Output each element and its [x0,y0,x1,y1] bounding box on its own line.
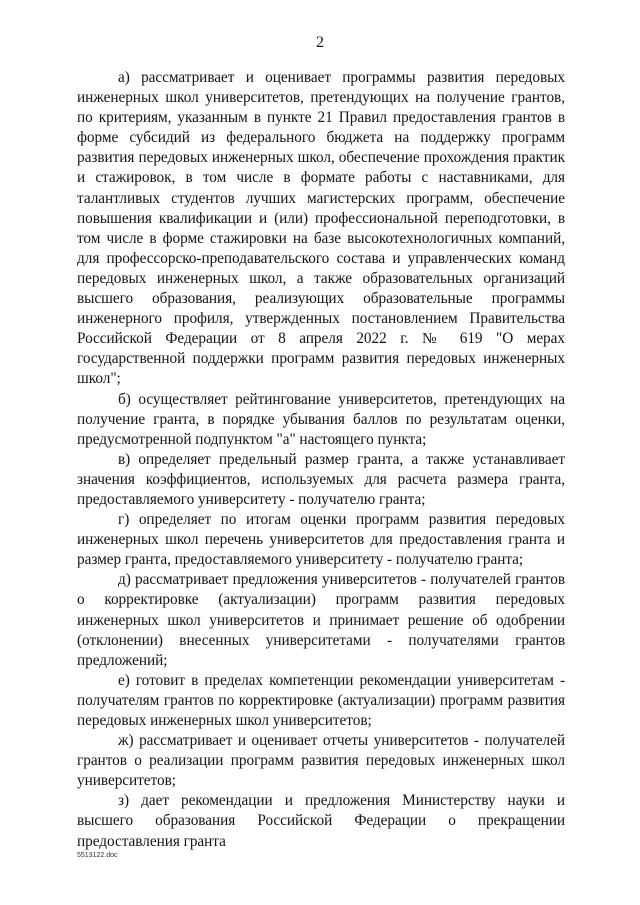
paragraph-g: г) определяет по итогам оценки программ развития передовых инженерных школ перечень университетов для предоставления гранта и размер гранта, предоставляемого университету - получателю гранта; [77,511,565,569]
paragraph-z: з) дает рекомендации и предложения Министерству науки и высшего образования Российской Федерации о прекращении предоставления гранта [77,792,565,850]
paragraph-zh: ж) рассматривает и оценивает отчеты университетов - получателей грантов о реализации программ развития передовых инженерных школ университетов; [77,732,565,790]
paragraph-a: а) рассматривает и оценивает программы развития передовых инженерных школ университетов, претендующих на получение грантов, по критериям, указанным в пункте 21 Правил предоставления грантов в форме субсидий из федерального бюджета на поддержку программ развития передовых инженерных школ, обеспечение прохождения практик и стажировок, в том числе в формате работы с наставниками, для талантливых студентов лучших магистерских программ, обеспечение повышения квалификации и (или) профессиональной переподготовки, в том числе в форме стажировки на базе высокотехнологичных компаний, для профессорско-преподавательского состава и управленческих команд передовых инженерных школ, а также образовательных организаций высшего образования, реализующих образовательные программы инженерного профиля, утвержденных постановлением Правительства Российской Федерации от 8 апреля 2022 г. № 619 "О мерах государственной поддержки программ развития передовых инженерных школ"; [77,69,565,388]
paragraph-d: д) рассматривает предложения университетов - получателей грантов о корректировке (актуализации) программ развития передовых инженерных школ университетов и принимает решение об одобрении (отклонении) внесенных университетами - получателями грантов предложений; [77,571,565,669]
paragraph-v: в) определяет предельный размер гранта, а также устанавливает значения коэффициентов, используемых для расчета размера гранта, предоставляемого университету - получателю гранта; [77,450,565,508]
page-number: 2 [316,34,324,51]
paragraph-b: б) осуществляет рейтингование университетов, претендующих на получение гранта, в порядке убывания баллов по результатам оценки, предусмотренной подпунктом "а" настоящего пункта; [77,390,565,448]
document-body [77,68,565,852]
footer-document-code: 5513122.doc [77,852,118,859]
paragraph-e: е) готовит в пределах компетенции рекомендации университетам - получателям грантов по корректировке (актуализации) программ развития передовых инженерных школ университетов; [77,671,565,729]
